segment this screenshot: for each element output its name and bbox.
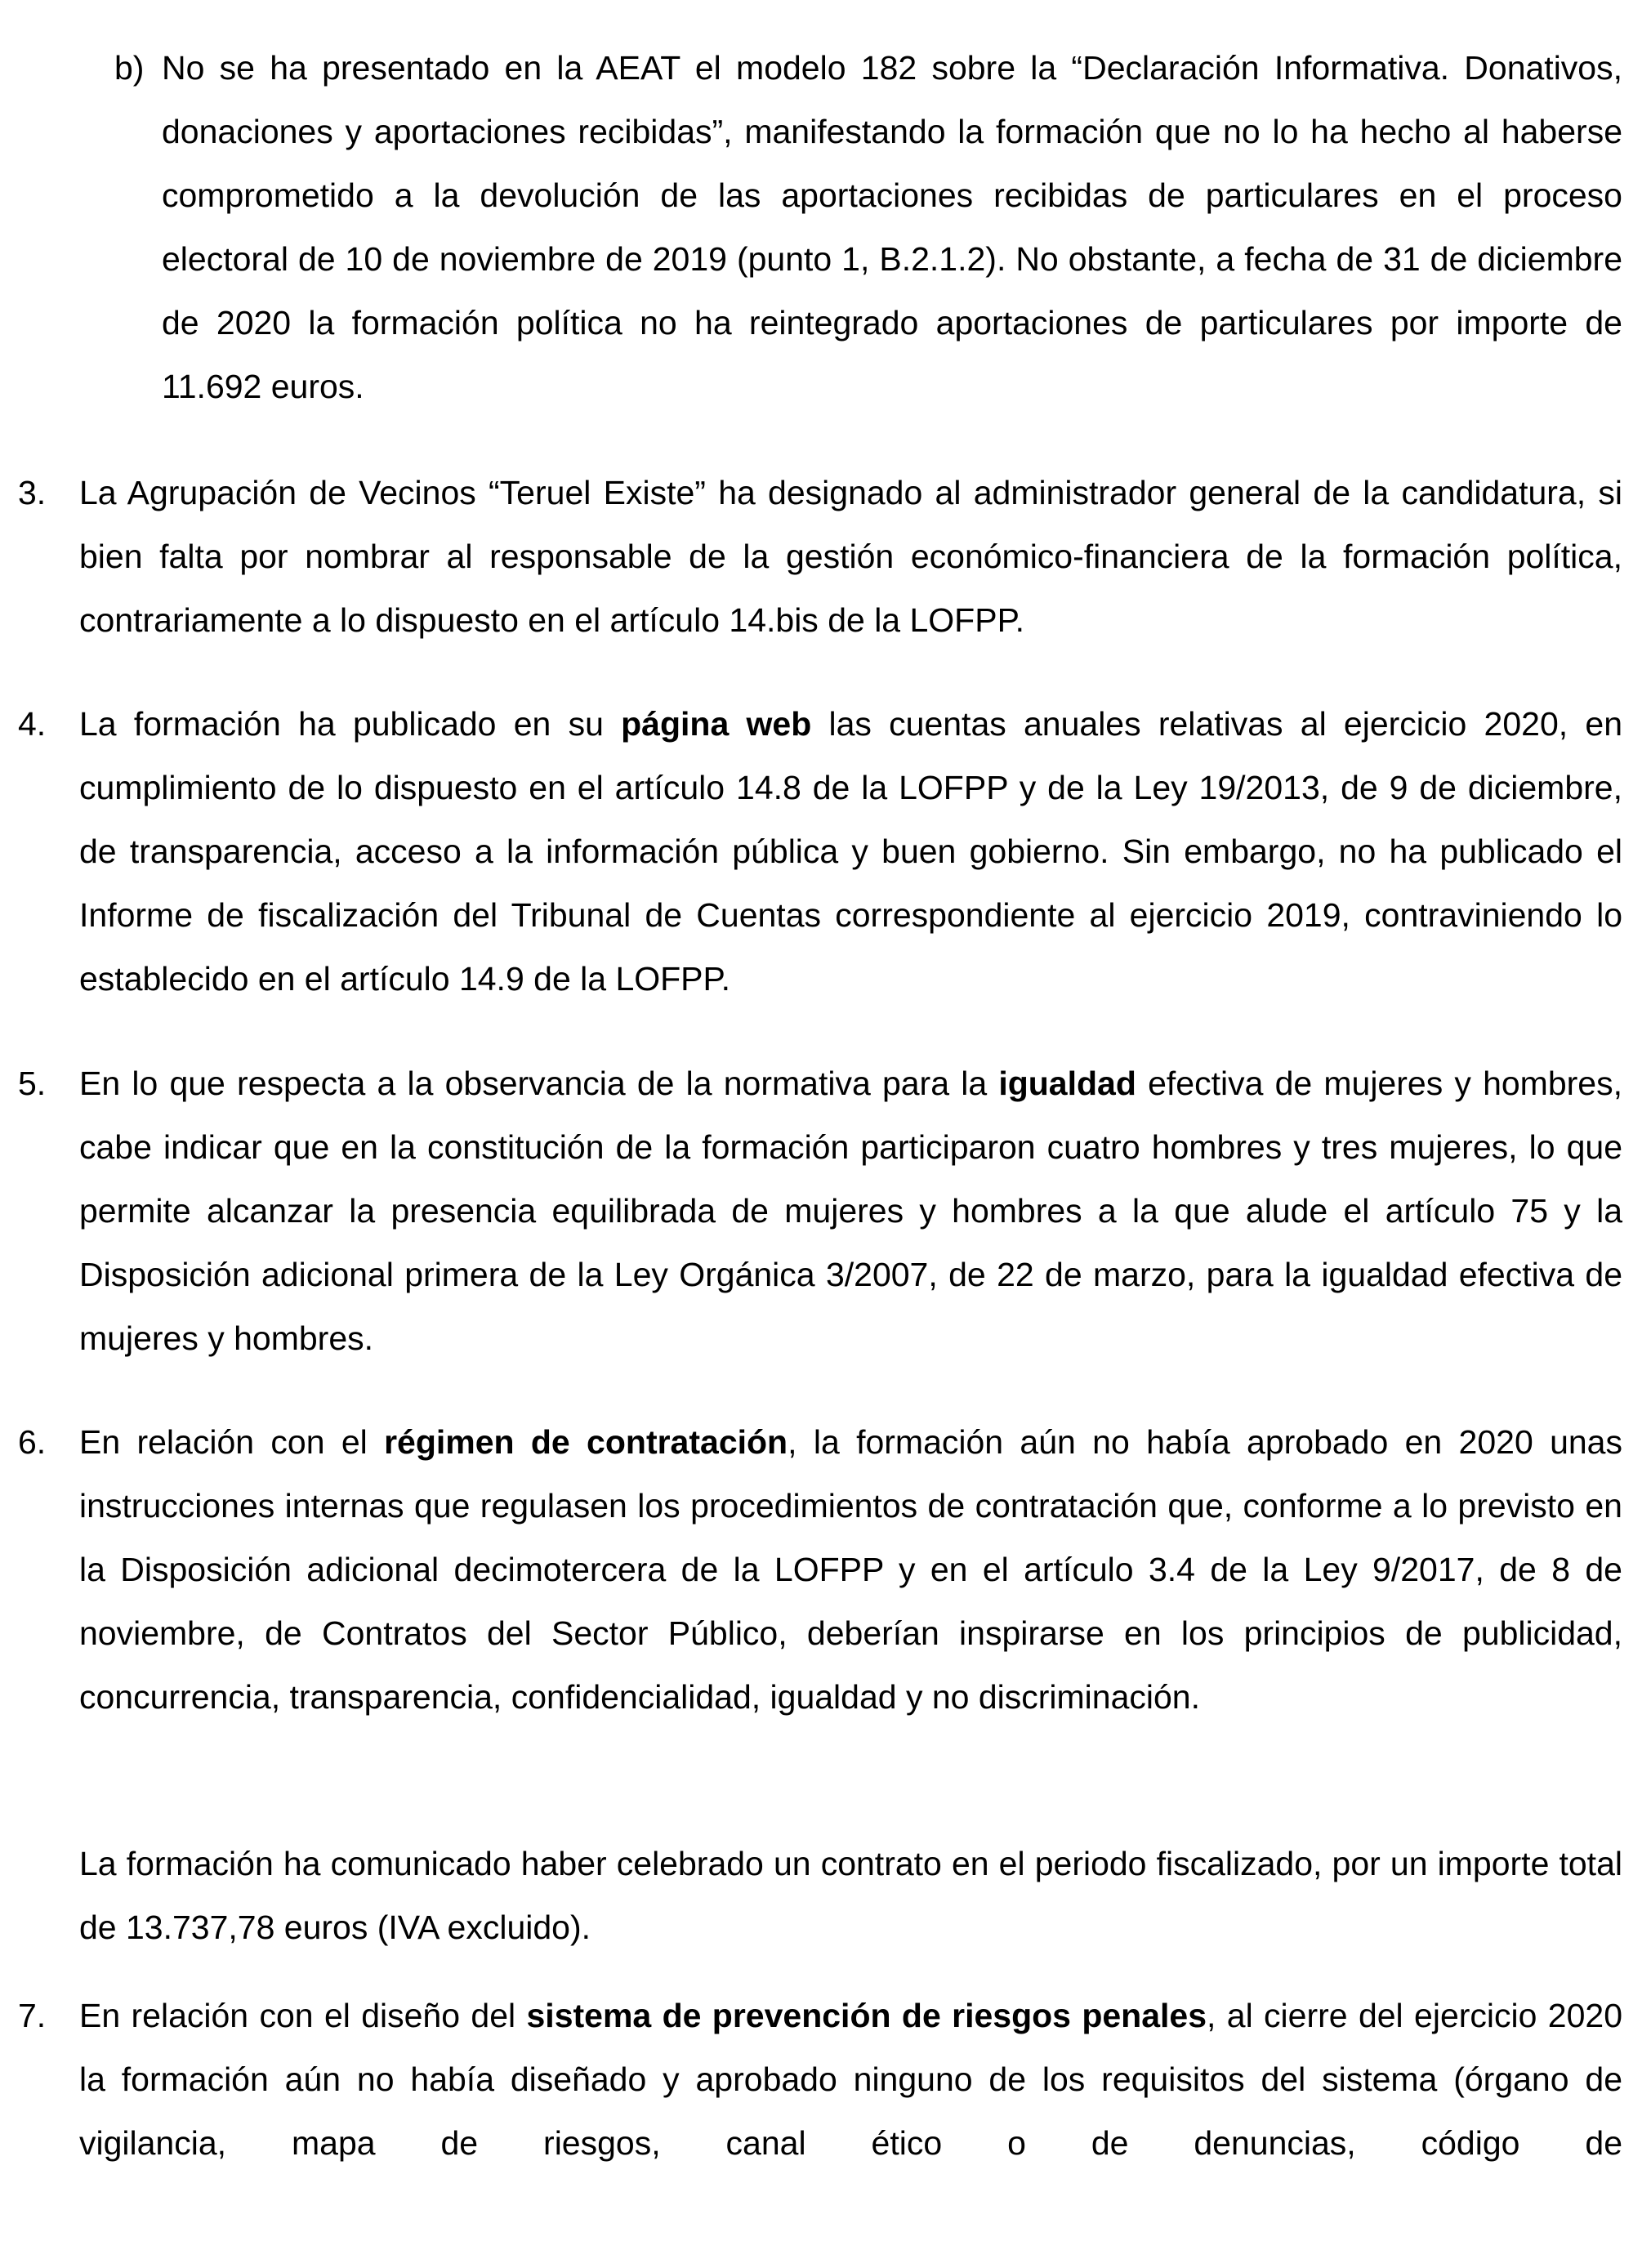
list-marker-b: b): [114, 49, 145, 87]
list-item-6: [79, 1410, 1622, 1729]
list-marker-3: 3.: [18, 474, 47, 511]
item-7-text: En relación con el diseño del sistema de prevención de riesgos penales, al cierre del ejercicio 2020 la formación aún no había diseñado y aprobado ninguno de los requisitos del sistema (órgano de vigilancia, mapa de riesgos, canal ético o de denuncias, código de: [79, 1997, 1622, 2162]
list-item-5: [79, 1051, 1622, 1370]
list-marker-5: 5.: [18, 1065, 47, 1102]
item-4-bold: página web: [621, 705, 812, 743]
list-item-b: [162, 36, 1622, 418]
item-6-bold: régimen de contratación: [384, 1423, 788, 1461]
item-6-text: En relación con el régimen de contratación, la formación aún no había aprobado en 2020 unas instrucciones internas que regulasen los procedimientos de contratación que, conforme a lo previsto en la Disposición adicional decimotercera de la LOFPP y en el artículo 3.4 de la Ley 9/2017, de 8 de noviembre, de Contratos del Sector Público, deberían inspirarse en los principios de publicidad, concurrencia, transparencia, confidencialidad, igualdad y no discriminación.: [79, 1423, 1622, 1716]
item-b-text: No se ha presentado en la AEAT el modelo 182 sobre la “Declaración Informativa. Donativos, donaciones y aportaciones recibidas”, manifestando la formación que no lo ha hecho al haberse comprometido a la devolución de las aportaciones recibidas de particulares en el proceso electoral de 10 de noviembre de 2019 (punto 1, B.2.1.2). No obstante, a fecha de 31 de diciembre de 2020 la formación política no ha reintegrado aportaciones de particulares por importe de 11.692 euros.: [162, 49, 1622, 405]
list-marker-4: 4.: [18, 705, 47, 743]
item-5-bold: igualdad: [998, 1065, 1136, 1102]
list-marker-6: 6.: [18, 1423, 47, 1461]
item-4-text: La formación ha publicado en su página web las cuentas anuales relativas al ejercicio 2020, en cumplimiento de lo dispuesto en el artículo 14.8 de la LOFPP y de la Ley 19/2013, de 9 de diciembre, de transparencia, acceso a la información pública y buen gobierno. Sin embargo, no ha publicado el Informe de fiscalización del Tribunal de Cuentas correspondiente al ejercicio 2019, contraviniendo lo establecido en el artículo 14.9 de la LOFPP.: [79, 705, 1622, 998]
item-5-text: En lo que respecta a la observancia de la normativa para la igualdad efectiva de mujeres y hombres, cabe indicar que en la constitución de la formación participaron cuatro hombres y tres mujeres, lo que permite alcanzar la presencia equilibrada de mujeres y hombres a la que alude el artículo 75 y la Disposición adicional primera de la Ley Orgánica 3/2007, de 22 de marzo, para la igualdad efectiva de mujeres y hombres.: [79, 1065, 1622, 1357]
list-item-3: [79, 461, 1622, 652]
list-item-7: [79, 1984, 1622, 2175]
list-marker-7: 7.: [18, 1997, 47, 2034]
list-item-6-paragraph-2: [79, 1832, 1622, 1959]
item-7-bold: sistema de prevención de riesgos penales: [526, 1997, 1207, 2034]
list-item-4: [79, 692, 1622, 1011]
item-3-text: La Agrupación de Vecinos “Teruel Existe” ha designado al administrador general de la candidatura, si bien falta por nombrar al responsable de la gestión económico-financiera de la formación política, contrariamente a lo dispuesto en el artículo 14.bis de la LOFPP.: [79, 474, 1622, 639]
item-6-text-2: La formación ha comunicado haber celebrado un contrato en el periodo fiscalizado, por un importe total de 13.737,78 euros (IVA excluido).: [79, 1845, 1622, 1946]
